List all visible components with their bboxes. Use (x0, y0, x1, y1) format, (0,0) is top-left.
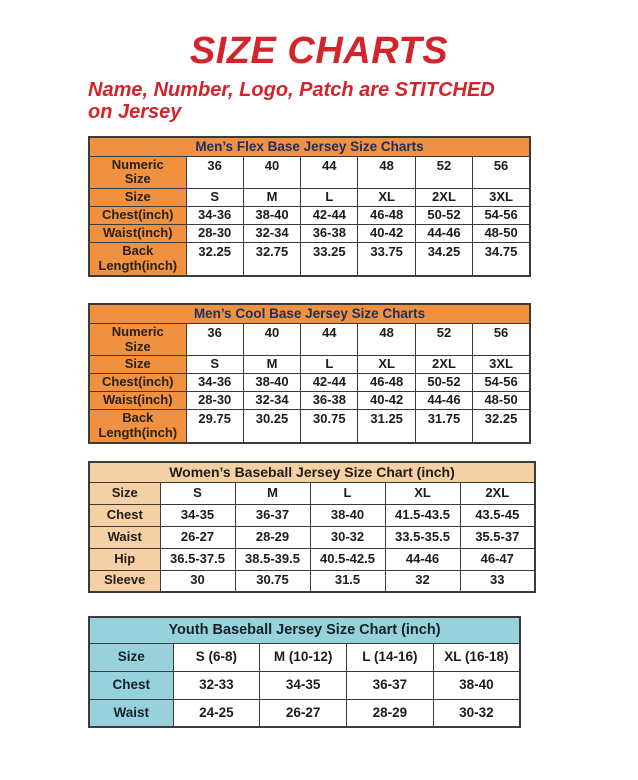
size-cell: 34-36 (186, 207, 243, 225)
row-label: Waist (89, 526, 160, 548)
size-cell: 31.5 (310, 570, 385, 592)
table-row (89, 156, 530, 189)
row-label: Waist(inch) (89, 225, 186, 243)
size-cell: 28-30 (186, 225, 243, 243)
row-label: Size (89, 482, 160, 504)
size-cell: L (301, 356, 358, 374)
row-label: Waist(inch) (89, 392, 186, 410)
size-cell: 40 (243, 156, 300, 189)
size-cell: 30-32 (433, 699, 520, 727)
size-cell: 38-40 (433, 671, 520, 699)
size-cell: 32.25 (473, 410, 530, 443)
size-cell: S (6-8) (173, 643, 260, 671)
size-cell: 44 (301, 323, 358, 356)
size-cell: 38-40 (243, 374, 300, 392)
table-row (89, 548, 535, 570)
row-label: Chest(inch) (89, 207, 186, 225)
size-cell: 32.75 (243, 243, 300, 276)
size-cell: 41.5-43.5 (385, 504, 460, 526)
table-row (89, 570, 535, 592)
mens-cool-base-size-table (88, 303, 531, 444)
size-cell: 54-56 (473, 207, 530, 225)
table-row (89, 374, 530, 392)
size-cell: S (160, 482, 235, 504)
youth-baseball-section (88, 616, 638, 728)
table-row (89, 243, 530, 276)
size-cell: 36 (186, 323, 243, 356)
table-title: Men’s Cool Base Jersey Size Charts (89, 304, 530, 323)
size-cell: 36 (186, 156, 243, 189)
size-cell: 34-35 (260, 671, 347, 699)
table-row (89, 643, 520, 671)
size-cell: 30 (160, 570, 235, 592)
size-cell: 44-46 (415, 392, 472, 410)
mens-cool-base-section (88, 303, 638, 444)
size-cell: L (301, 189, 358, 207)
size-cell: M (10-12) (260, 643, 347, 671)
size-cell: 48 (358, 156, 415, 189)
size-cell: 34-36 (186, 374, 243, 392)
size-cell: 30.25 (243, 410, 300, 443)
row-label: Chest(inch) (89, 374, 186, 392)
size-cell: 46-48 (358, 207, 415, 225)
row-label: Size (89, 356, 186, 374)
size-cell: 26-27 (260, 699, 347, 727)
size-cell: 34.25 (415, 243, 472, 276)
size-cell: 54-56 (473, 374, 530, 392)
table-row (89, 410, 530, 443)
size-cell: 24-25 (173, 699, 260, 727)
size-cell: S (186, 189, 243, 207)
size-cell: 36-37 (235, 504, 310, 526)
table-row (89, 504, 535, 526)
size-cell: XL (358, 356, 415, 374)
table-row (89, 323, 530, 356)
page-title: SIZE CHARTS (189, 30, 449, 72)
size-cell: 35.5-37 (460, 526, 535, 548)
table-row (89, 699, 520, 727)
size-cell: 32-34 (243, 225, 300, 243)
size-cell: 33 (460, 570, 535, 592)
size-cell: 31.75 (415, 410, 472, 443)
size-cell: 28-29 (347, 699, 434, 727)
size-cell: 42-44 (301, 374, 358, 392)
row-label: Hip (89, 548, 160, 570)
size-cell: 3XL (473, 189, 530, 207)
size-cell: 33.5-35.5 (385, 526, 460, 548)
size-cell: 32-34 (243, 392, 300, 410)
size-cell: XL (358, 189, 415, 207)
row-label: Chest (89, 671, 173, 699)
size-cell: XL (16-18) (433, 643, 520, 671)
table-title: Women’s Baseball Jersey Size Chart (inch) (89, 462, 535, 482)
row-label: Back Length(inch) (89, 410, 186, 443)
size-cell: 28-29 (235, 526, 310, 548)
womens-baseball-size-table (88, 461, 536, 593)
size-cell: 40 (243, 323, 300, 356)
size-cell: 38-40 (310, 504, 385, 526)
row-label: Numeric Size (89, 323, 186, 356)
row-label: Chest (89, 504, 160, 526)
size-cell: 2XL (415, 356, 472, 374)
size-cell: 50-52 (415, 374, 472, 392)
size-cell: 30.75 (235, 570, 310, 592)
size-cell: M (243, 189, 300, 207)
size-cell: 36-38 (301, 225, 358, 243)
size-cell: 40.5-42.5 (310, 548, 385, 570)
size-cell: 34-35 (160, 504, 235, 526)
size-cell: 48 (358, 323, 415, 356)
size-cell: 33.25 (301, 243, 358, 276)
table-title: Men’s Flex Base Jersey Size Charts (89, 137, 530, 156)
table-row (89, 482, 535, 504)
size-cell: 30-32 (310, 526, 385, 548)
youth-baseball-size-table (88, 616, 521, 728)
size-cell: 30.75 (301, 410, 358, 443)
size-cell: 28-30 (186, 392, 243, 410)
size-cell: M (243, 356, 300, 374)
mens-flex-base-size-table (88, 136, 531, 277)
size-cell: 46-47 (460, 548, 535, 570)
row-label: Back Length(inch) (89, 243, 186, 276)
size-cell: 42-44 (301, 207, 358, 225)
size-cell: L (310, 482, 385, 504)
size-cell: M (235, 482, 310, 504)
page-subtitle: Name, Number, Logo, Patch are STITCHED on Jersey (88, 79, 495, 123)
size-cell: 3XL (473, 356, 530, 374)
size-cell: S (186, 356, 243, 374)
table-row (89, 207, 530, 225)
size-cell: 29.75 (186, 410, 243, 443)
size-cell: 44 (301, 156, 358, 189)
size-cell: 50-52 (415, 207, 472, 225)
size-cell: 31.25 (358, 410, 415, 443)
row-label: Sleeve (89, 570, 160, 592)
table-row (89, 225, 530, 243)
size-cell: 36.5-37.5 (160, 548, 235, 570)
row-label: Waist (89, 699, 173, 727)
size-cell: 33.75 (358, 243, 415, 276)
table-row (89, 526, 535, 548)
table-row (89, 671, 520, 699)
size-cell: 52 (415, 156, 472, 189)
size-cell: 32.25 (186, 243, 243, 276)
size-cell: XL (385, 482, 460, 504)
row-label: Size (89, 643, 173, 671)
size-cell: 32 (385, 570, 460, 592)
womens-baseball-section (88, 461, 638, 593)
size-cell: 48-50 (473, 225, 530, 243)
size-cell: 36-38 (301, 392, 358, 410)
size-cell: 40-42 (358, 225, 415, 243)
row-label: Numeric Size (89, 156, 186, 189)
size-cell: 26-27 (160, 526, 235, 548)
size-cell: 40-42 (358, 392, 415, 410)
size-cell: 36-37 (347, 671, 434, 699)
table-title: Youth Baseball Jersey Size Chart (inch) (89, 617, 520, 643)
size-cell: 43.5-45 (460, 504, 535, 526)
size-cell: 34.75 (473, 243, 530, 276)
size-charts-page (0, 30, 638, 780)
size-cell: 56 (473, 323, 530, 356)
row-label: Size (89, 189, 186, 207)
size-cell: 56 (473, 156, 530, 189)
size-cell: 38.5-39.5 (235, 548, 310, 570)
size-cell: 52 (415, 323, 472, 356)
mens-flex-base-section (88, 136, 638, 277)
size-cell: 48-50 (473, 392, 530, 410)
size-cell: 44-46 (385, 548, 460, 570)
table-row (89, 392, 530, 410)
table-row (89, 189, 530, 207)
size-cell: L (14-16) (347, 643, 434, 671)
size-cell: 2XL (415, 189, 472, 207)
size-cell: 46-48 (358, 374, 415, 392)
size-cell: 2XL (460, 482, 535, 504)
size-cell: 38-40 (243, 207, 300, 225)
table-row (89, 356, 530, 374)
size-cell: 32-33 (173, 671, 260, 699)
size-cell: 44-46 (415, 225, 472, 243)
